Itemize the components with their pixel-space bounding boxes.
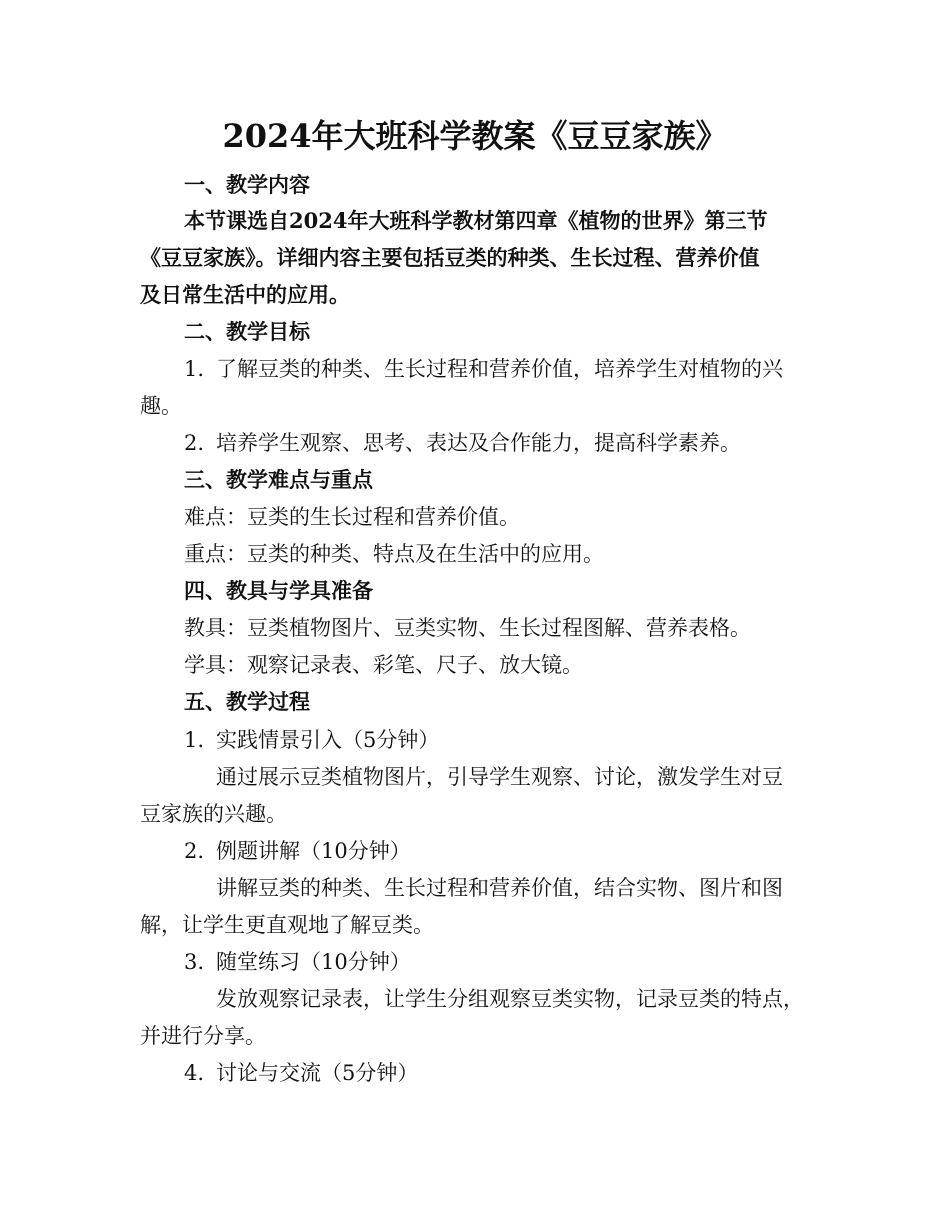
- teacher-materials: 教具：豆类植物图片、豆类实物、生长过程图解、营养表格。: [184, 616, 751, 640]
- process-step-3-desc-line-1: 发放观察记录表，让学生分组观察豆类实物，记录豆类的特点，: [216, 987, 804, 1011]
- process-step-4: [184, 1058, 418, 1088]
- objective-item-2: [184, 428, 741, 458]
- process-step-number-3: 3.: [184, 950, 205, 974]
- objective-number-2: 2.: [184, 431, 205, 455]
- objective-text-1-continued: 趣。: [140, 394, 182, 418]
- content-paragraph-line-2: 《豆豆家族》。详细内容主要包括豆类的种类、生长过程、营养价值: [140, 245, 760, 270]
- section-heading-difficulties: 三、教学难点与重点: [184, 467, 373, 492]
- process-step-3-desc-line-2: 并进行分享。: [140, 1024, 266, 1048]
- section-heading-content: 一、教学内容: [184, 172, 310, 197]
- process-step-3: [184, 947, 411, 977]
- content-paragraph-line-3: 及日常生活中的应用。: [140, 282, 350, 307]
- objective-text-1: 了解豆类的种类、生长过程和营养价值，培养学生对植物的兴: [216, 357, 783, 381]
- objective-item-1: [184, 354, 783, 384]
- section-heading-objectives: 二、教学目标: [184, 319, 310, 344]
- process-step-1-desc-line-1: 通过展示豆类植物图片，引导学生观察、讨论，激发学生对豆: [216, 765, 783, 789]
- objective-number-1: 1.: [184, 357, 205, 381]
- objective-text-2: 培养学生观察、思考、表达及合作能力，提高科学素养。: [216, 431, 741, 455]
- student-materials: 学具：观察记录表、彩笔、尺子、放大镜。: [184, 653, 583, 677]
- difficult-point: 难点：豆类的生长过程和营养价值。: [184, 505, 520, 529]
- process-step-title-3: 随堂练习（10分钟）: [216, 950, 411, 974]
- process-step-number-1: 1.: [184, 728, 205, 752]
- process-step-2-desc-line-2: 解，让学生更直观地了解豆类。: [140, 913, 434, 937]
- key-point: 重点：豆类的种类、特点及在生活中的应用。: [184, 542, 604, 566]
- process-step-number-2: 2.: [184, 839, 205, 863]
- content-paragraph-line-1: 本节课选自2024年大班科学教材第四章《植物的世界》第三节: [184, 208, 768, 233]
- process-step-title-2: 例题讲解（10分钟）: [216, 839, 411, 863]
- section-heading-process: 五、教学过程: [184, 689, 310, 714]
- process-step-1: [184, 725, 439, 755]
- process-step-2: [184, 836, 411, 866]
- page-title: 2024年大班科学教案《豆豆家族》: [222, 117, 728, 155]
- process-step-number-4: 4.: [184, 1061, 205, 1085]
- section-heading-materials: 四、教具与学具准备: [184, 578, 373, 603]
- process-step-2-desc-line-1: 讲解豆类的种类、生长过程和营养价值，结合实物、图片和图: [216, 876, 783, 900]
- process-step-title-4: 讨论与交流（5分钟）: [216, 1061, 419, 1085]
- process-step-title-1: 实践情景引入（5分钟）: [216, 728, 440, 752]
- process-step-1-desc-line-2: 豆家族的兴趣。: [140, 802, 287, 826]
